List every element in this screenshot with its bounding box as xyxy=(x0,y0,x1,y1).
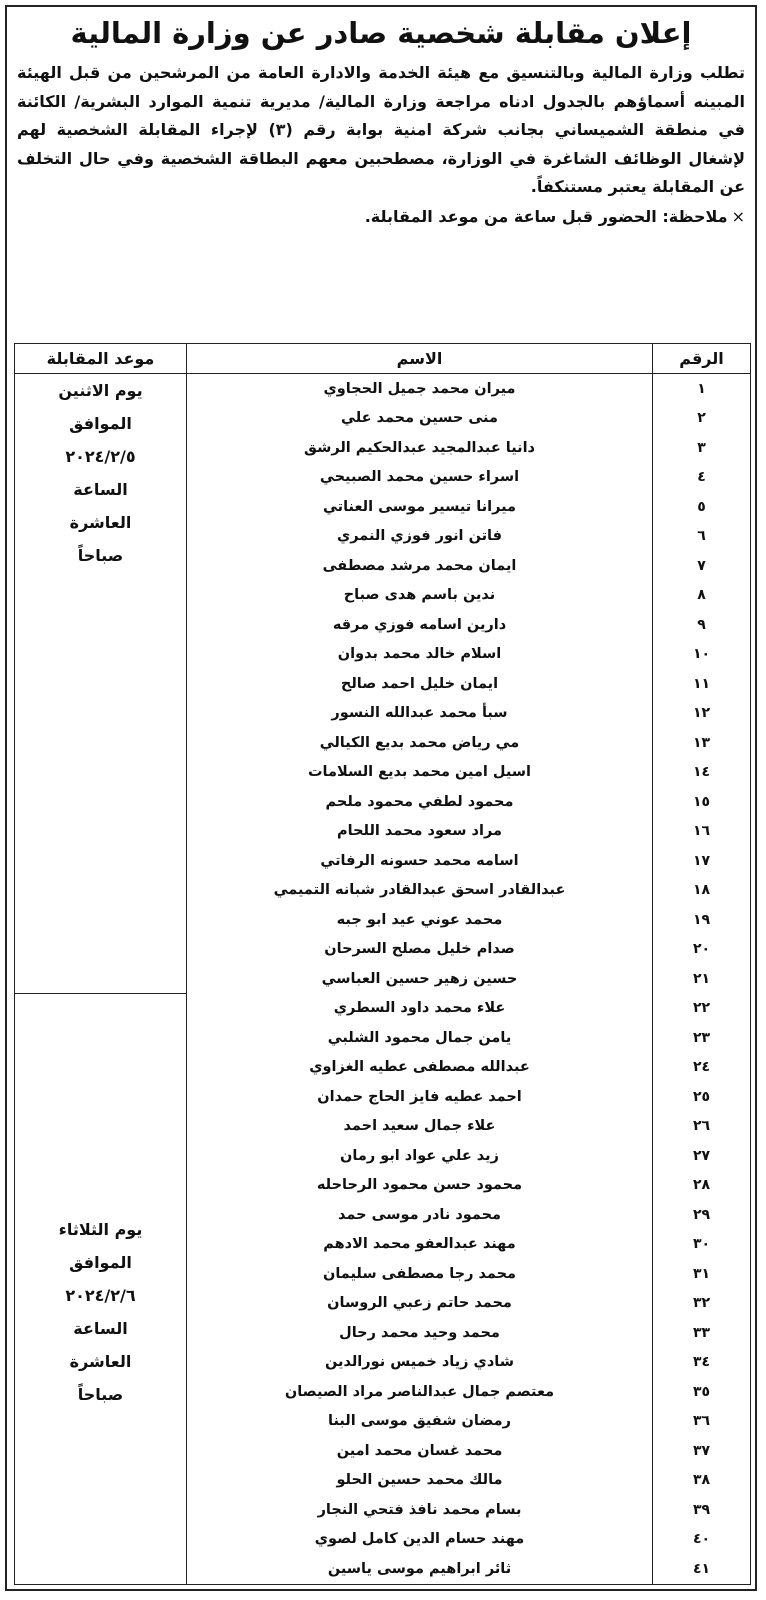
interview-time: الساعة xyxy=(73,1318,128,1338)
row-number: ١٢ xyxy=(653,699,751,729)
row-name: دانيا عبدالمجيد عبدالحكيم الرشق xyxy=(187,433,653,463)
interview-label: الموافق xyxy=(69,414,132,433)
row-number: ١٨ xyxy=(653,876,751,906)
row-name: ندين باسم هدى صباح xyxy=(187,581,653,611)
row-name: اسامه محمد حسونه الرفاتي xyxy=(187,846,653,876)
announcement-page xyxy=(5,5,757,1591)
row-number: ١ xyxy=(653,374,751,404)
row-number: ٤٠ xyxy=(653,1525,751,1555)
table-row xyxy=(15,374,751,404)
row-name: محمد حاتم زعبي الروسان xyxy=(187,1289,653,1319)
interview-hour: العاشرة xyxy=(69,513,132,532)
table-body xyxy=(15,374,751,1585)
note-mark: × xyxy=(731,206,745,226)
row-name: ميرانا تيسير موسى العناتي xyxy=(187,492,653,522)
row-number: ٩ xyxy=(653,610,751,640)
header-date: موعد المقابلة xyxy=(15,344,187,374)
row-number: ٦ xyxy=(653,522,751,552)
row-number: ١٤ xyxy=(653,758,751,788)
row-number: ٣٠ xyxy=(653,1230,751,1260)
row-number: ٤ xyxy=(653,463,751,493)
row-name: علاء جمال سعيد احمد xyxy=(187,1112,653,1142)
row-number: ٢١ xyxy=(653,964,751,994)
header-name: الاسم xyxy=(187,344,653,374)
row-name: زيد علي عواد ابو رمان xyxy=(187,1141,653,1171)
row-name: محمد عوني عيد ابو جبه xyxy=(187,905,653,935)
interview-date-block xyxy=(15,1167,186,1411)
row-number: ١٣ xyxy=(653,728,751,758)
row-number: ٣٦ xyxy=(653,1407,751,1437)
row-name: محمد وحيد محمد رحال xyxy=(187,1318,653,1348)
row-name: شادي زياد خميس نورالدين xyxy=(187,1348,653,1378)
header-number: الرقم xyxy=(653,344,751,374)
row-number: ١٥ xyxy=(653,787,751,817)
row-number: ٣٣ xyxy=(653,1318,751,1348)
row-name: عبدالقادر اسحق عبدالقادر شبانه التميمي xyxy=(187,876,653,906)
interview-date-cell xyxy=(15,374,187,994)
row-number: ٣٥ xyxy=(653,1377,751,1407)
row-name: سبأ محمد عبدالله النسور xyxy=(187,699,653,729)
row-name: اسراء حسين محمد الصبيحي xyxy=(187,463,653,493)
row-name: منى حسين محمد علي xyxy=(187,404,653,434)
interview-date: ٢٠٢٤/٢/٥ xyxy=(65,447,136,466)
row-name: مالك محمد حسين الحلو xyxy=(187,1466,653,1496)
row-number: ٢٨ xyxy=(653,1171,751,1201)
row-number: ٢٩ xyxy=(653,1200,751,1230)
row-name: محمود لطفي محمود ملحم xyxy=(187,787,653,817)
interview-date-cell xyxy=(15,994,187,1585)
row-name: احمد عطيه فايز الحاج حمدان xyxy=(187,1082,653,1112)
row-number: ٣١ xyxy=(653,1259,751,1289)
row-number: ٣٩ xyxy=(653,1495,751,1525)
row-number: ٤١ xyxy=(653,1554,751,1584)
row-number: ٢٣ xyxy=(653,1023,751,1053)
row-name: محمد رجا مصطفى سليمان xyxy=(187,1259,653,1289)
row-name: محمود حسن محمود الرحاحله xyxy=(187,1171,653,1201)
row-number: ٢٠ xyxy=(653,935,751,965)
row-name: مي رياض محمد بديع الكيالي xyxy=(187,728,653,758)
interview-date: ٢٠٢٤/٢/٦ xyxy=(65,1285,136,1305)
row-name: محمد غسان محمد امين xyxy=(187,1436,653,1466)
interview-day: يوم الاثنين xyxy=(58,381,143,400)
row-number: ١٦ xyxy=(653,817,751,847)
row-name: معتصم جمال عبدالناصر مراد الصيصان xyxy=(187,1377,653,1407)
row-name: رمضان شفيق موسى البنا xyxy=(187,1407,653,1437)
announcement-intro: تطلب وزارة المالية وبالتنسيق مع هيئة الخدمة والادارة العامة من المرشحين من قبل الهيئة المبينه أسماؤهم بالجدول ادناه مراجعة وزارة المالية/ مديرية تنمية الموارد البشرية/ الكائنة في منطقة الشميساني بجانب شركة امنية بوابة رقم (٣) لإجراء المقابلة الشخصية لهم لإشغال الوظائف الشاغرة في الوزارة، مصطحبين معهم البطاقة الشخصية وفي حال التخلف عن المقابلة يعتبر مستنكفاً. xyxy=(17,63,745,196)
row-name: ايمان خليل احمد صالح xyxy=(187,669,653,699)
row-name: يامن جمال محمود الشلبي xyxy=(187,1023,653,1053)
row-number: ١١ xyxy=(653,669,751,699)
row-number: ٢٦ xyxy=(653,1112,751,1142)
row-number: ٧ xyxy=(653,551,751,581)
row-name: مهند عبدالعفو محمد الادهم xyxy=(187,1230,653,1260)
row-name: دارين اسامه فوزي مرقه xyxy=(187,610,653,640)
row-name: اسلام خالد محمد بدوان xyxy=(187,640,653,670)
row-number: ٢٤ xyxy=(653,1053,751,1083)
row-name: ثائر ابراهيم موسى ياسين xyxy=(187,1554,653,1584)
interview-period: صباحاً xyxy=(77,546,124,565)
candidates-table xyxy=(14,343,751,1585)
interview-day: يوم الثلاثاء xyxy=(58,1219,143,1239)
row-name: مراد سعود محمد اللحام xyxy=(187,817,653,847)
interview-date-block xyxy=(15,374,186,572)
row-number: ١٧ xyxy=(653,846,751,876)
announcement-note xyxy=(17,204,745,230)
row-number: ٣٢ xyxy=(653,1289,751,1319)
interview-hour: العاشرة xyxy=(69,1351,132,1371)
note-text: ملاحظة: الحضور قبل ساعة من موعد المقابلة. xyxy=(364,206,728,226)
row-name: حسين زهير حسين العباسي xyxy=(187,964,653,994)
table-header-row xyxy=(15,344,751,374)
row-number: ٢ xyxy=(653,404,751,434)
row-number: ٨ xyxy=(653,581,751,611)
row-number: ٣٧ xyxy=(653,1436,751,1466)
row-name: ميران محمد جميل الحجاوي xyxy=(187,374,653,404)
row-name: بسام محمد نافذ فتحي النجار xyxy=(187,1495,653,1525)
row-name: اسيل امين محمد بديع السلامات xyxy=(187,758,653,788)
row-name: مهند حسام الدين كامل لصوي xyxy=(187,1525,653,1555)
row-number: ٢٧ xyxy=(653,1141,751,1171)
row-number: ٢٥ xyxy=(653,1082,751,1112)
row-number: ٣ xyxy=(653,433,751,463)
table-row xyxy=(15,994,751,1024)
row-number: ٣٤ xyxy=(653,1348,751,1378)
row-name: علاء محمد داود السطري xyxy=(187,994,653,1024)
row-number: ١٠ xyxy=(653,640,751,670)
row-number: ١٩ xyxy=(653,905,751,935)
interview-time: الساعة xyxy=(73,480,128,499)
interview-label: الموافق xyxy=(69,1252,132,1272)
row-name: صدام خليل مصلح السرحان xyxy=(187,935,653,965)
interview-period: صباحاً xyxy=(77,1384,124,1404)
row-name: محمود نادر موسى حمد xyxy=(187,1200,653,1230)
row-name: عبدالله مصطفى عطيه الغزاوي xyxy=(187,1053,653,1083)
row-name: ايمان محمد مرشد مصطفى xyxy=(187,551,653,581)
announcement-title: إعلان مقابلة شخصية صادر عن وزارة المالية xyxy=(70,16,692,50)
row-number: ٣٨ xyxy=(653,1466,751,1496)
row-number: ٥ xyxy=(653,492,751,522)
row-number: ٢٢ xyxy=(653,994,751,1024)
row-name: فاتن انور فوزي النمري xyxy=(187,522,653,552)
